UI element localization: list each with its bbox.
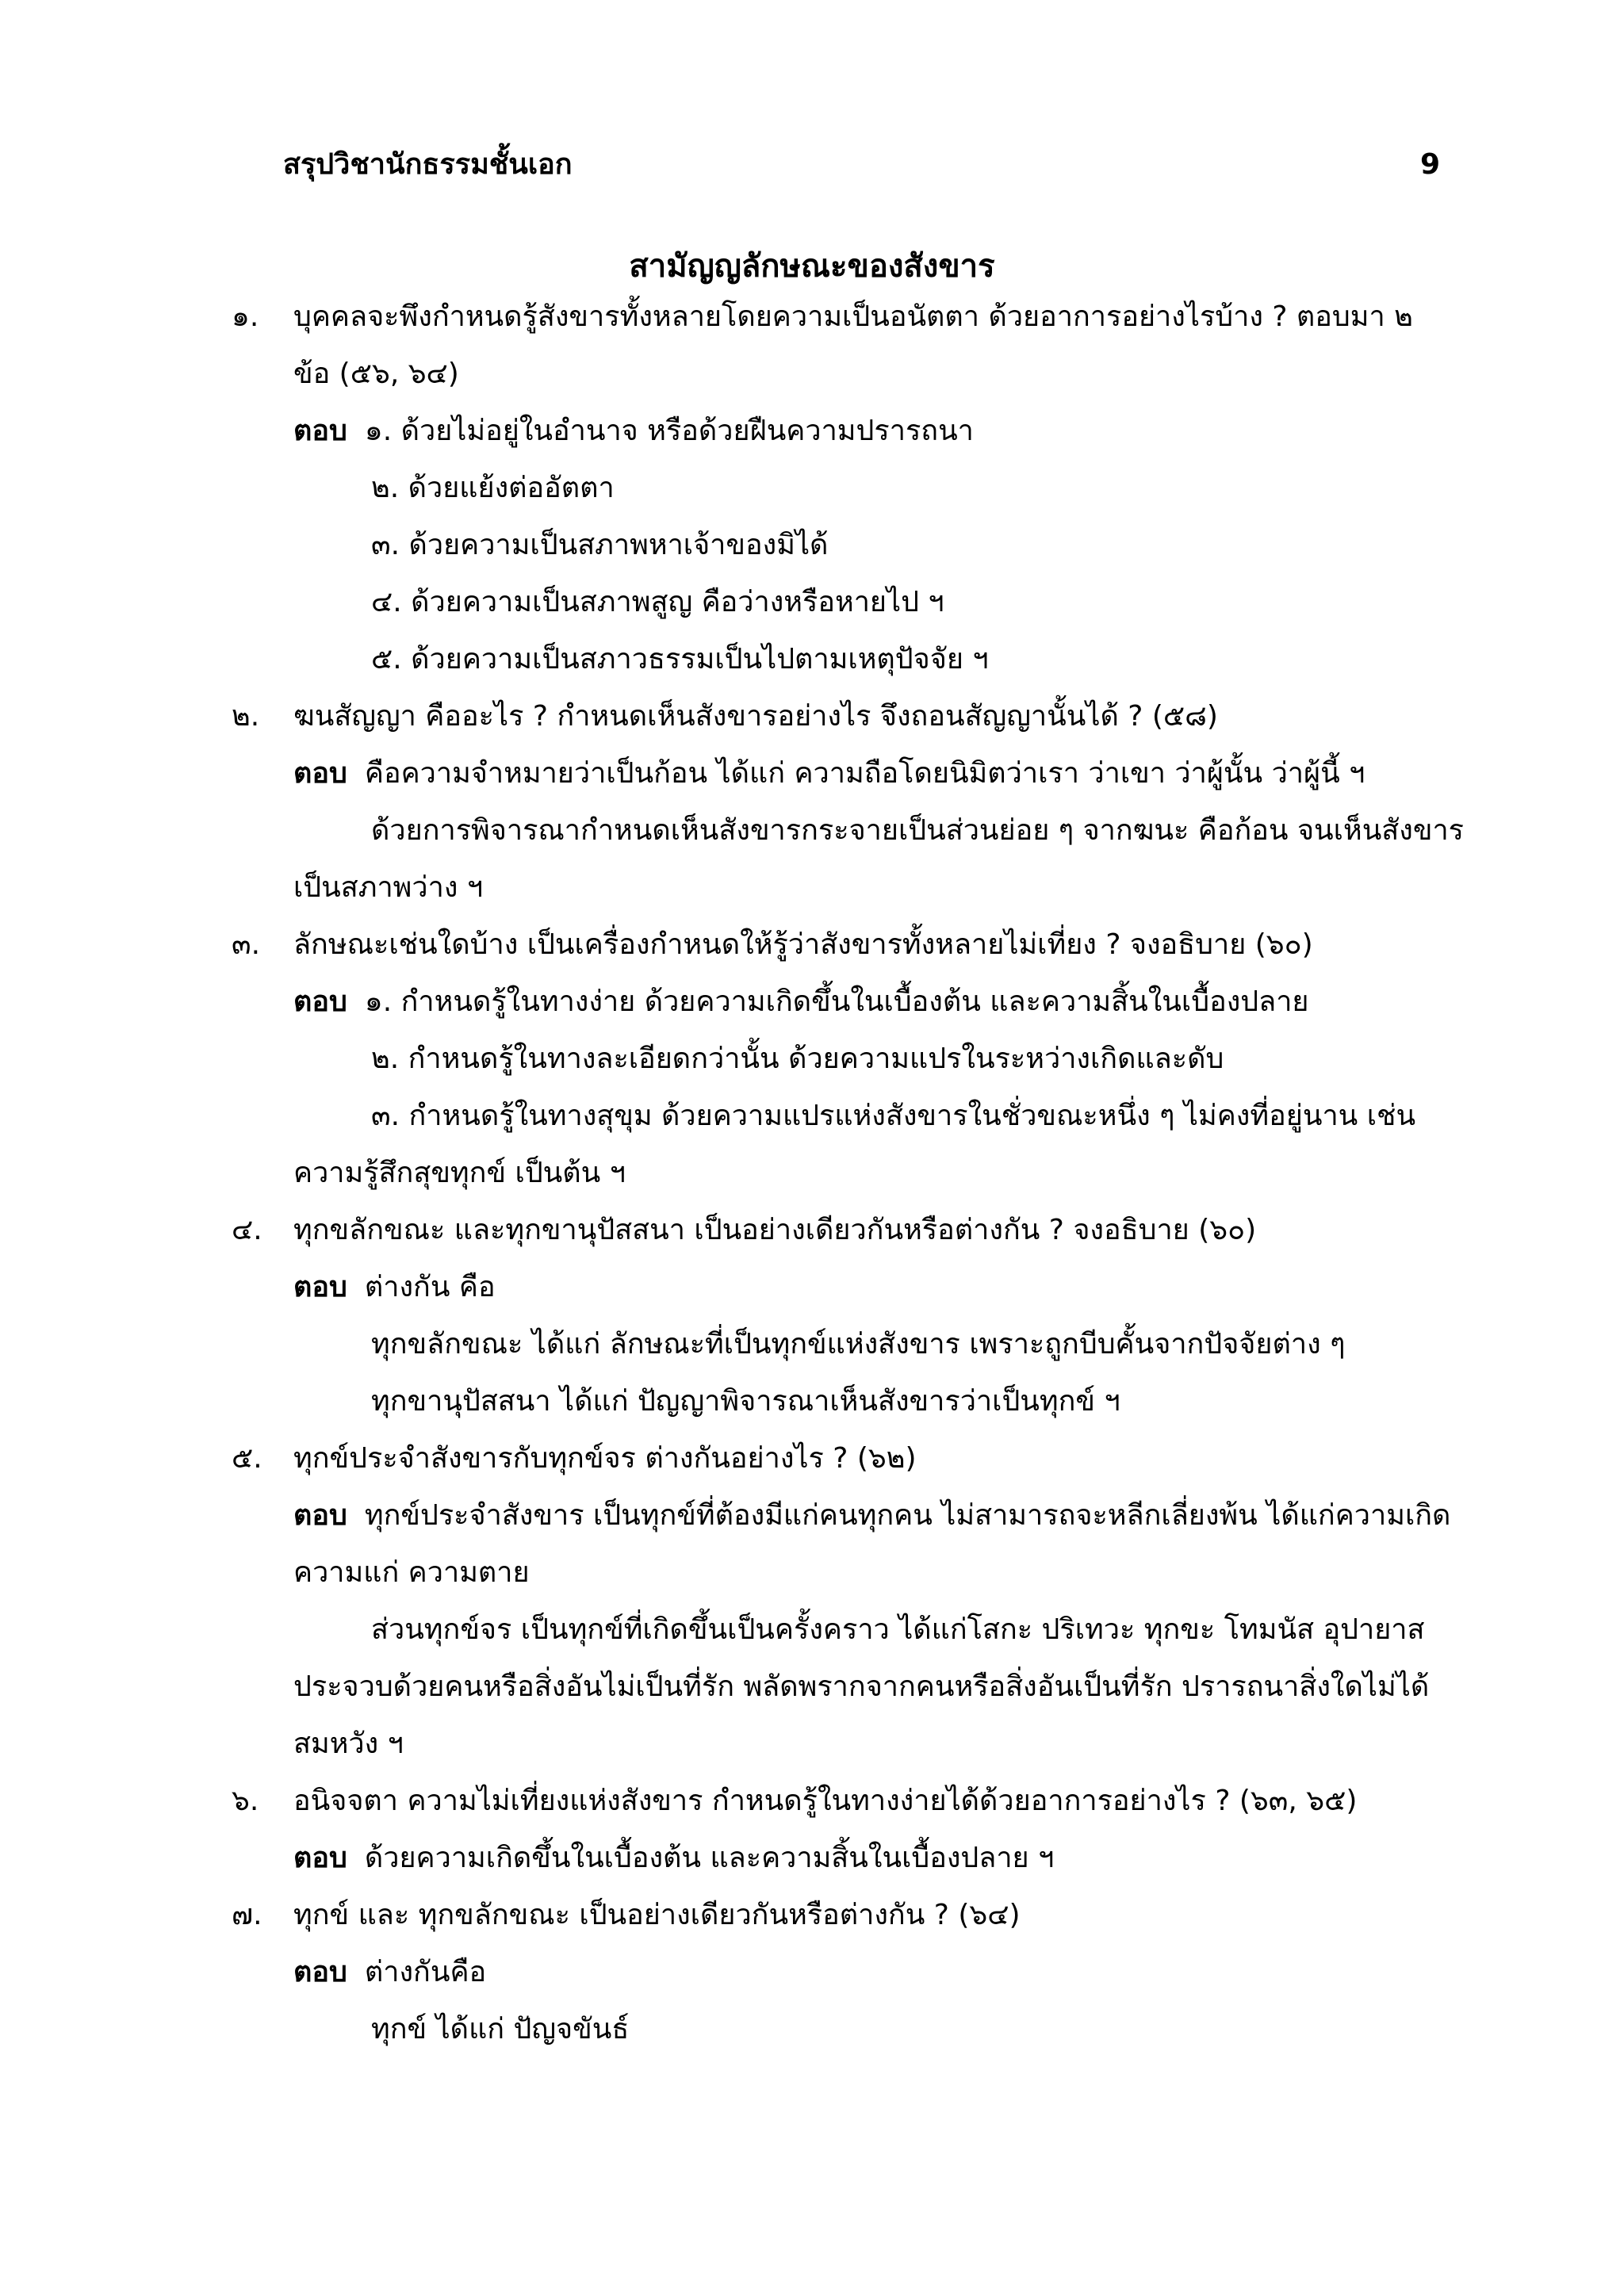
answer-text: ๒. ด้วยแย้งต่ออัตตา (371, 472, 615, 504)
answer-text: ประจวบด้วยคนหรือสิ่งอันไม่เป็นที่รัก พลัดพรากจากคนหรือสิ่งอันเป็นที่รัก ปรารถนาสิ่งใดไม่ได้ (293, 1670, 1430, 1703)
answer-text: ๒. กำหนดรู้ในทางละเอียดกว่านั้น ด้วยความแปรในระหว่างเกิดและดับ (371, 1043, 1224, 1075)
answer-line (293, 1952, 486, 1993)
answer-label: ตอบ (293, 415, 347, 447)
answer-text: ความแก่ ความตาย (293, 1556, 530, 1589)
answer-text: คือความจำหมายว่าเป็นก้อน ได้แก่ ความถือโดยนิมิตว่าเรา ว่าเขา ว่าผู้นั้น ว่าผู้นี้ ฯ (364, 757, 1365, 790)
answer-text: ทุกขลักขณะ ได้แก่ ลักษณะที่เป็นทุกข์แห่งสังขาร เพราะถูกบีบคั้นจากปัจจัยต่าง ๆ (371, 1328, 1346, 1360)
answer-text: สมหวัง ฯ (293, 1728, 404, 1760)
question-number: ๔. (232, 1214, 262, 1246)
question-number: ๓. (232, 928, 261, 961)
answer-line (293, 982, 1309, 1023)
answer-text: ทุกขานุปัสสนา ได้แก่ ปัญญาพิจารณาเห็นสังขารว่าเป็นทุกข์ ฯ (371, 1385, 1120, 1418)
answer-line (293, 1267, 496, 1308)
question-text: ทุกขลักขณะ และทุกขานุปัสสนา เป็นอย่างเดียวกันหรือต่างกัน ? จงอธิบาย (๖๐) (293, 1214, 1257, 1246)
page-number: 9 (1419, 148, 1440, 181)
answer-text: ส่วนทุกข์จร เป็นทุกข์ที่เกิดขึ้นเป็นครั้งคราว ได้แก่โสกะ ปริเทวะ ทุกขะ โทมนัส อุปายาส (371, 1613, 1425, 1646)
answer-text: ด้วยความเกิดขึ้นในเบื้องต้น และความสิ้นในเบื้องปลาย ฯ (364, 1842, 1055, 1874)
question-text: บุคคลจะพึงกำหนดรู้สังขารทั้งหลายโดยความเป็นอนัตตา ด้วยอาการอย่างไรบ้าง ? ตอบมา ๒ (293, 300, 1413, 333)
question-text: ข้อ (๕๖, ๖๔) (293, 358, 459, 390)
answer-line (293, 1838, 1054, 1879)
question-number: ๒. (232, 700, 260, 733)
question-number: ๑. (232, 300, 259, 333)
question-text: ทุกข์ และ ทุกขลักขณะ เป็นอย่างเดียวกันหรือต่างกัน ? (๖๔) (293, 1899, 1021, 1931)
answer-text: ความรู้สึกสุขทุกข์ เป็นต้น ฯ (293, 1157, 626, 1189)
question-number: ๗. (232, 1899, 262, 1931)
question-text: อนิจจตา ความไม่เที่ยงแห่งสังขาร กำหนดรู้ในทางง่ายได้ด้วยอาการอย่างไร ? (๖๓, ๖๕) (293, 1785, 1358, 1817)
answer-label: ตอบ (293, 1842, 347, 1874)
question-number: ๕. (232, 1442, 262, 1475)
answer-text: ทุกข์ประจำสังขาร เป็นทุกข์ที่ต้องมีแก่คนทุกคน ไม่สามารถจะหลีกเลี่ยงพ้น ได้แก่ความเกิด (364, 1499, 1451, 1532)
answer-text: ๓. ด้วยความเป็นสภาพหาเจ้าของมิได้ (371, 529, 829, 561)
running-header-title: สรุปวิชานักธรรมชั้นเอก (283, 148, 573, 181)
answer-label: ตอบ (293, 757, 347, 790)
answer-text: เป็นสภาพว่าง ฯ (293, 871, 484, 904)
answer-text: ต่างกันคือ (364, 1956, 487, 1988)
answer-text: ๓. กำหนดรู้ในทางสุขุม ด้วยความแปรแห่งสังขารในชั่วขณะหนึ่ง ๆ ไม่คงที่อยู่นาน เช่น (371, 1100, 1416, 1132)
answer-text: ๑. ด้วยไม่อยู่ในอำนาจ หรือด้วยฝืนความปรารถนา (364, 415, 974, 447)
answer-label: ตอบ (293, 1956, 347, 1988)
question-text: ลักษณะเช่นใดบ้าง เป็นเครื่องกำหนดให้รู้ว่าสังขารทั้งหลายไม่เที่ยง ? จงอธิบาย (๖๐) (293, 928, 1313, 961)
answer-text: ต่างกัน คือ (364, 1271, 496, 1303)
answer-line (293, 753, 1365, 794)
answer-line (293, 411, 974, 452)
answer-text: ด้วยการพิจารณากำหนดเห็นสังขารกระจายเป็นส่วนย่อย ๆ จากฆนะ คือก้อน จนเห็นสังขาร (371, 814, 1465, 847)
question-text: ทุกข์ประจำสังขารกับทุกข์จร ต่างกันอย่างไร ? (๖๒) (293, 1442, 917, 1475)
question-text: ฆนสัญญา คืออะไร ? กำหนดเห็นสังขารอย่างไร จึงถอนสัญญานั้นได้ ? (๕๘) (293, 700, 1218, 733)
answer-label: ตอบ (293, 1499, 347, 1532)
answer-line (293, 1495, 1450, 1536)
answer-text: ๕. ด้วยความเป็นสภาวธรรมเป็นไปตามเหตุปัจจัย ฯ (371, 643, 989, 675)
answer-label: ตอบ (293, 1271, 347, 1303)
answer-text: ๔. ด้วยความเป็นสภาพสูญ คือว่างหรือหายไป ฯ (371, 586, 944, 618)
answer-text: ทุกข์ ได้แก่ ปัญจขันธ์ (371, 2013, 630, 2045)
answer-text: ๑. กำหนดรู้ในทางง่าย ด้วยความเกิดขึ้นในเบื้องต้น และความสิ้นในเบื้องปลาย (364, 985, 1309, 1018)
question-number: ๖. (232, 1785, 259, 1817)
section-title: สามัญญลักษณะของสังขาร (629, 248, 995, 285)
answer-label: ตอบ (293, 985, 347, 1018)
